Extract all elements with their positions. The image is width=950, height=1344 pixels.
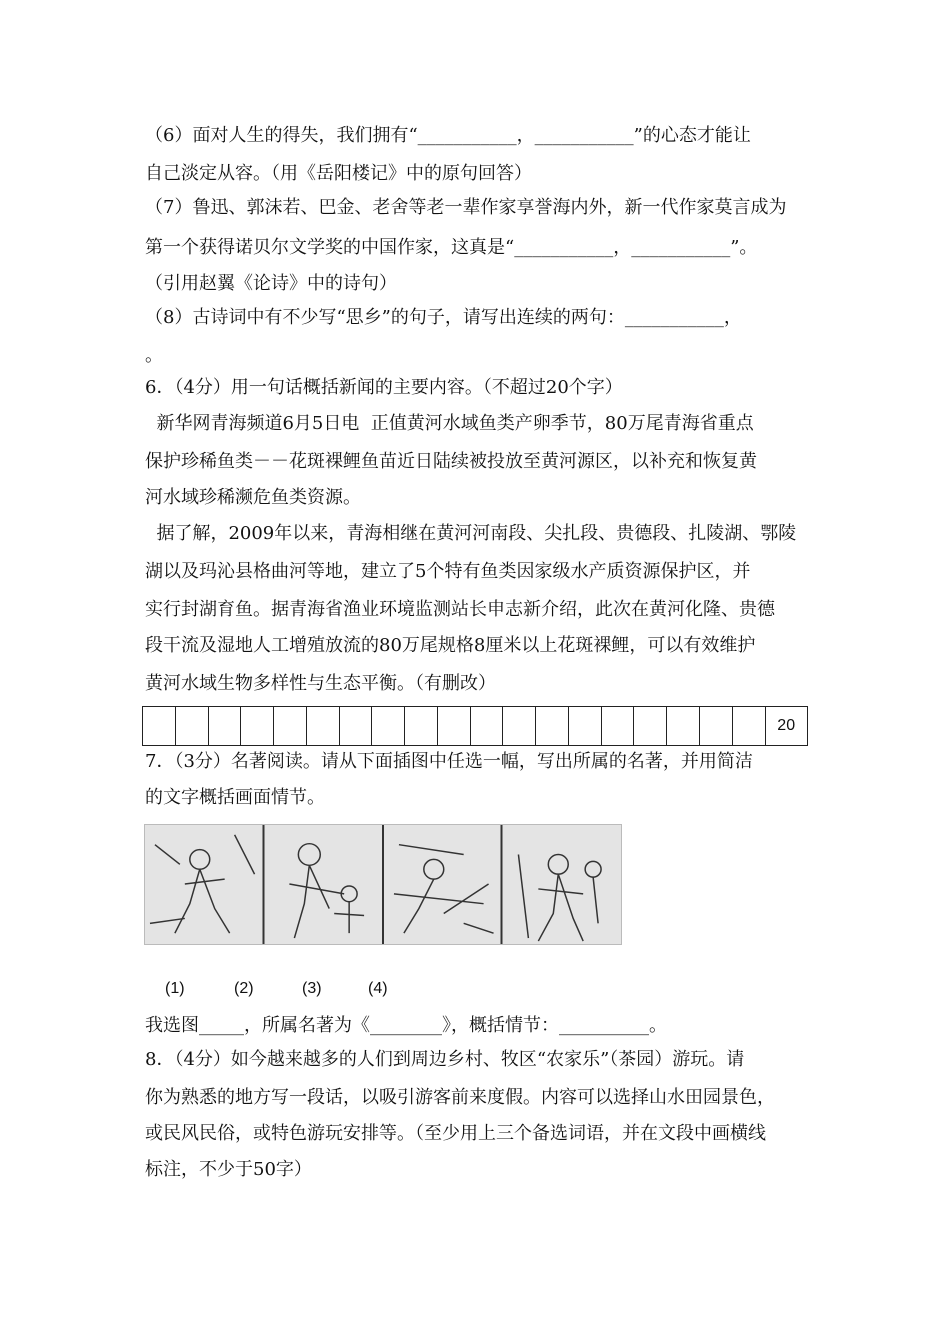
question-6-title: 6．（4分）用一句话概括新闻的主要内容。（不超过20个字） bbox=[145, 377, 623, 398]
text-line: 的文字概括画面情节。 bbox=[145, 787, 325, 808]
text-line: 黄河水域生物多样性与生态平衡。（有删改） bbox=[145, 673, 496, 694]
answer-cell[interactable] bbox=[405, 707, 438, 745]
question-7-title: 7．（3分）名著阅读。请从下面插图中任选一幅，写出所属的名著，并用简洁 bbox=[145, 751, 753, 772]
text-line: （引用赵翼《论诗》中的诗句） bbox=[145, 273, 397, 294]
text-line: 湖以及玛沁县格曲河等地，建立了5个特有鱼类因家级水产质资源保护区，并 bbox=[145, 561, 751, 582]
text-line: 第一个获得诺贝尔文学奖的中国作家，这真是“___________，___________”。 bbox=[145, 237, 758, 258]
picture-label-4: (4) bbox=[368, 980, 388, 997]
answer-cell[interactable] bbox=[503, 707, 536, 745]
text-line: 自己淡定从容。（用《岳阳楼记》中的原句回答） bbox=[145, 163, 532, 184]
text-line: 河水域珍稀濒危鱼类资源。 bbox=[145, 487, 361, 508]
answer-cell[interactable] bbox=[176, 707, 209, 745]
answer-cell-20[interactable]: 20 bbox=[777, 717, 796, 734]
answer-cell[interactable] bbox=[700, 707, 733, 745]
text-line: 据了解，2009年以来，青海相继在黄河河南段、尖扎段、贵德段、扎陵湖、鄂陵 bbox=[145, 523, 797, 544]
answer-cell[interactable] bbox=[241, 707, 274, 745]
text-line: 实行封湖育鱼。据青海省渔业环境监测站长申志新介绍，此次在黄河化隆、贵德 bbox=[145, 599, 775, 620]
picture-label-2: (2) bbox=[234, 980, 254, 997]
illustration-strip bbox=[144, 824, 622, 945]
answer-cell[interactable] bbox=[634, 707, 667, 745]
answer-cell[interactable] bbox=[602, 707, 635, 745]
text-line: （8）古诗词中有不少写“思乡”的句子，请写出连续的两句：___________， bbox=[145, 307, 742, 328]
answer-cell[interactable] bbox=[372, 707, 405, 745]
question-7-answer-line: 我选图_____，所属名著为《________》，概括情节：__________。 bbox=[145, 1015, 667, 1036]
answer-cell[interactable] bbox=[733, 707, 766, 745]
picture-label-1: (1) bbox=[165, 980, 185, 997]
answer-grid[interactable] bbox=[142, 706, 808, 746]
question-8-title: 8．（4分）如今越来越多的人们到周边乡村、牧区“农家乐”（茶园）游玩。请 bbox=[145, 1049, 745, 1070]
text-line: 或民风民俗，或特色游玩安排等。（至少用上三个备选词语，并在文段中画横线 bbox=[145, 1123, 766, 1144]
text-line: 。 bbox=[145, 345, 163, 366]
text-line: 段干流及湿地人工增殖放流的80万尾规格8厘米以上花斑裸鲤，可以有效维护 bbox=[145, 635, 756, 656]
text-line: 你为熟悉的地方写一段话，以吸引游客前来度假。内容可以选择山水田园景色， bbox=[145, 1087, 775, 1108]
answer-cell[interactable] bbox=[667, 707, 700, 745]
answer-cell[interactable] bbox=[471, 707, 504, 745]
answer-cell[interactable] bbox=[536, 707, 569, 745]
answer-cell[interactable] bbox=[569, 707, 602, 745]
answer-cell[interactable] bbox=[307, 707, 340, 745]
picture-label-3: (3) bbox=[302, 980, 322, 997]
text-line: 标注，不少于50字） bbox=[145, 1159, 312, 1180]
answer-cell[interactable] bbox=[209, 707, 242, 745]
answer-cell[interactable] bbox=[340, 707, 373, 745]
answer-cell[interactable] bbox=[438, 707, 471, 745]
answer-cell[interactable] bbox=[143, 707, 176, 745]
illustration-image bbox=[145, 825, 621, 944]
answer-cell[interactable] bbox=[274, 707, 307, 745]
text-line: （6）面对人生的得失，我们拥有“___________，___________”的心态才能让 bbox=[145, 125, 751, 146]
text-line: （7）鲁迅、郭沫若、巴金、老舍等老一辈作家享誉海内外，新一代作家莫言成为 bbox=[145, 197, 787, 218]
text-line: 新华网青海频道6月5日电 正值黄河水域鱼类产卵季节，80万尾青海省重点 bbox=[145, 413, 754, 434]
text-line: 保护珍稀鱼类－－花斑裸鲤鱼苗近日陆续被投放至黄河源区，以补充和恢复黄 bbox=[145, 451, 757, 472]
